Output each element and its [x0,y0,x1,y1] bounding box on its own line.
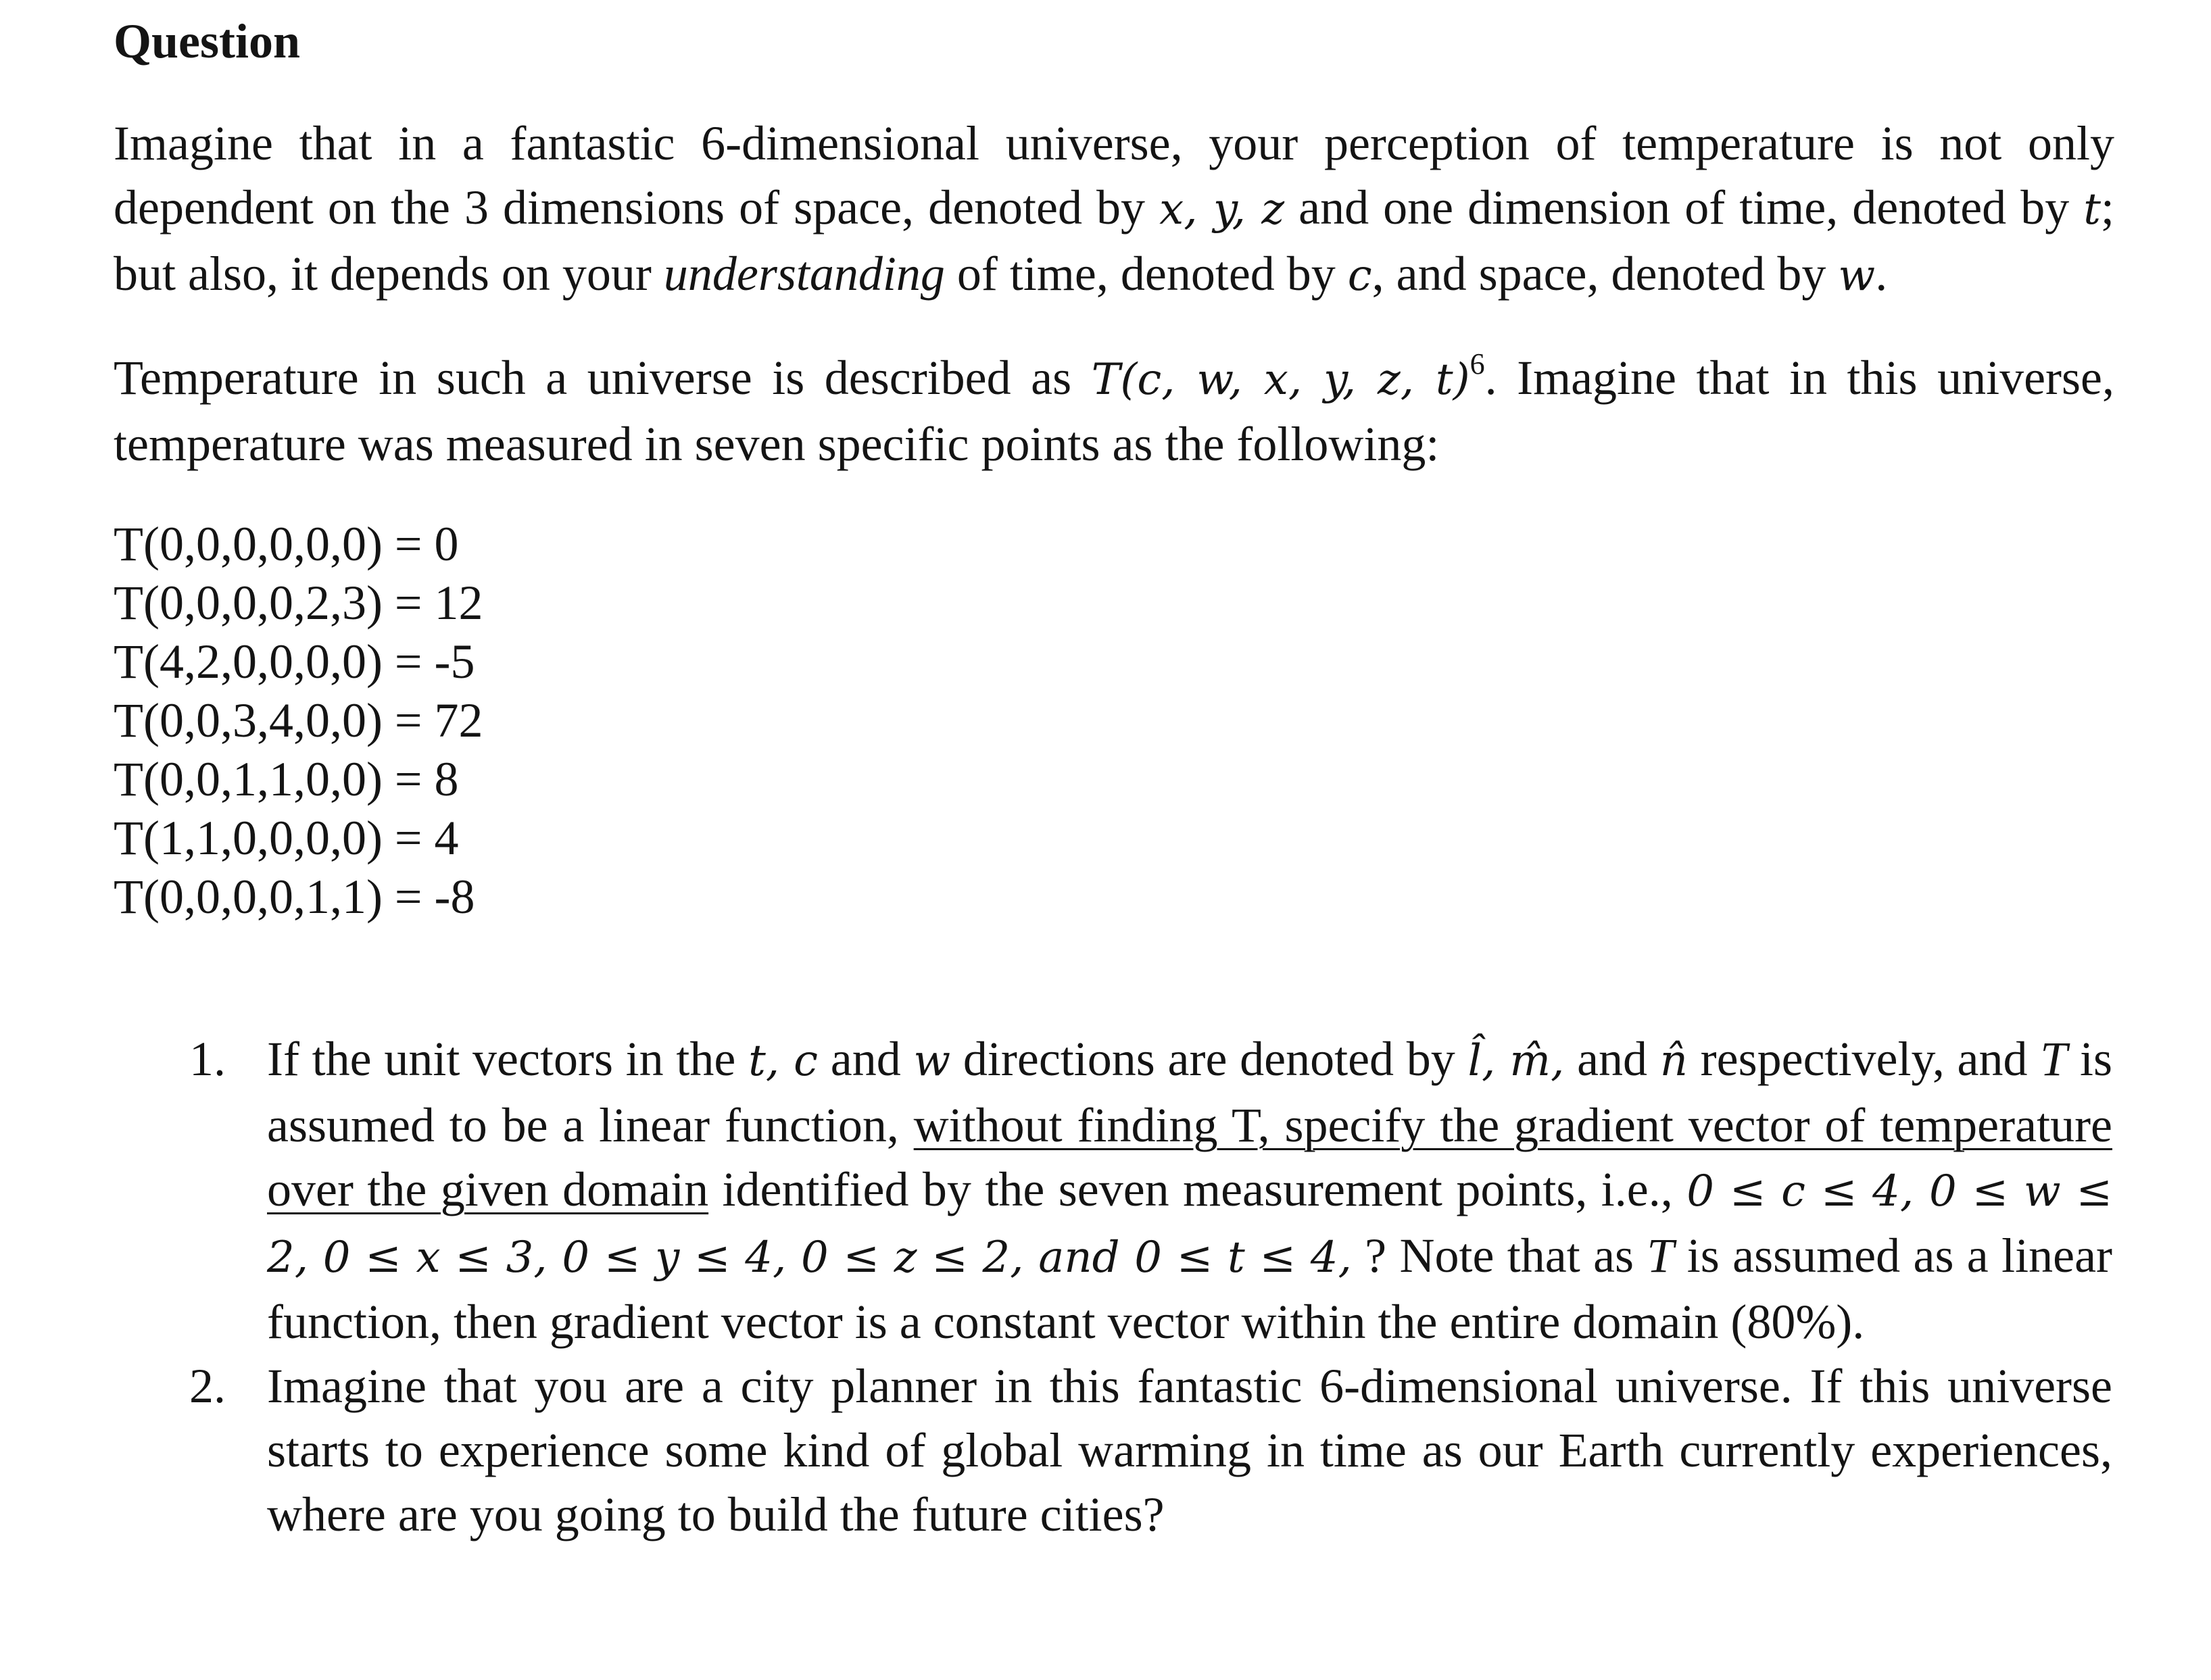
intro-text-3: ; but also, it depends on your [114,180,2115,301]
question-list [189,1027,2112,1547]
measurement-list [114,515,483,927]
q1-text: and [1564,1032,1660,1086]
q1-text: If the unit vectors in the [267,1032,749,1086]
intro-text-5: , and space, denoted by [1371,247,1839,301]
emphasis-understanding: understanding [663,247,945,301]
question-item-2 [189,1354,2112,1547]
q1-text: ? Note that as [1351,1229,1647,1283]
measurement-row: T(1,1,0,0,0,0) = 4 [114,811,459,865]
underlined-instruction: without finding T, specify the gradient vector of temperature over the given domain [267,1098,2113,1216]
q1-math: T [1647,1229,1674,1283]
question-number: 2. [189,1359,226,1413]
intro-text-2: and one dimension of time, denoted by [1284,180,2084,234]
temperature-function: T(c, w, x, y, z, t) [1091,355,1470,405]
intro-text-1: Imagine that in a fantastic 6-dimensional universe, your perception of temperature is not only dependent on the 3 dimensions of space, denoted by [114,116,2114,234]
q2-text: Imagine that you are a city planner in this fantastic 6-dimensional universe. If this universe starts to experience some kind of global warming in time as our Earth currently experiences, where are you going to build the future cities? [267,1359,2112,1541]
question-heading: Question [114,14,301,68]
q1-text: directions are denoted by [950,1032,1468,1086]
unit-vectors-l-m: l̂, m̂, [1467,1036,1565,1086]
measurement-row: T(0,0,0,0,2,3) = 12 [114,576,483,630]
unit-vector-n: n̂ [1659,1036,1688,1086]
description-paragraph [114,346,2114,476]
time-variable: t [2083,184,2101,234]
dimension-superscript: 6 [1469,347,1485,380]
q1-math: T [2040,1032,2068,1086]
description-text-2: . Imagine that in this universe, temperature was measured in seven specific points as the following: [114,351,2115,471]
measurement-row: T(0,0,0,0,0,0) = 0 [114,517,459,571]
intro-paragraph [114,112,2114,308]
q1-math: w [913,1036,951,1086]
intro-text-4: of time, denoted by [944,247,1348,301]
space-variables: x, y, z [1159,184,1285,234]
measurement-row: T(0,0,3,4,0,0) = 72 [114,693,483,747]
question-item-1 [189,1027,2112,1354]
question-number: 1. [189,1032,226,1086]
q1-text: and [818,1032,914,1086]
measurement-row: T(4,2,0,0,0,0) = -5 [114,635,475,689]
measurement-row: T(0,0,1,1,0,0) = 8 [114,752,459,806]
domain-inequalities: 0 ≤ c ≤ 4, 0 ≤ w ≤ 2, 0 ≤ x ≤ 3, 0 ≤ y ≤ 4, 0 ≤ z ≤ 2, and 0 ≤ t ≤ 4, [267,1166,2113,1283]
q1-text: identified by the seven measurement points, i.e., [708,1162,1687,1216]
time-understanding-variable: c [1347,251,1372,301]
q1-text: respectively, and [1687,1032,2041,1086]
measurement-row: T(0,0,0,0,1,1) = -8 [114,870,475,924]
space-understanding-variable: w [1838,251,1876,301]
q1-math: t, c [748,1036,819,1086]
q1-text: is assumed to be a linear function, [267,1032,2112,1152]
q1-text: is assumed as a linear function, then gradient vector is a constant vector within the entire domain (80%). [267,1229,2113,1349]
description-text-1: Temperature in such a universe is described as [114,351,1092,405]
intro-text-6: . [1875,247,1888,301]
